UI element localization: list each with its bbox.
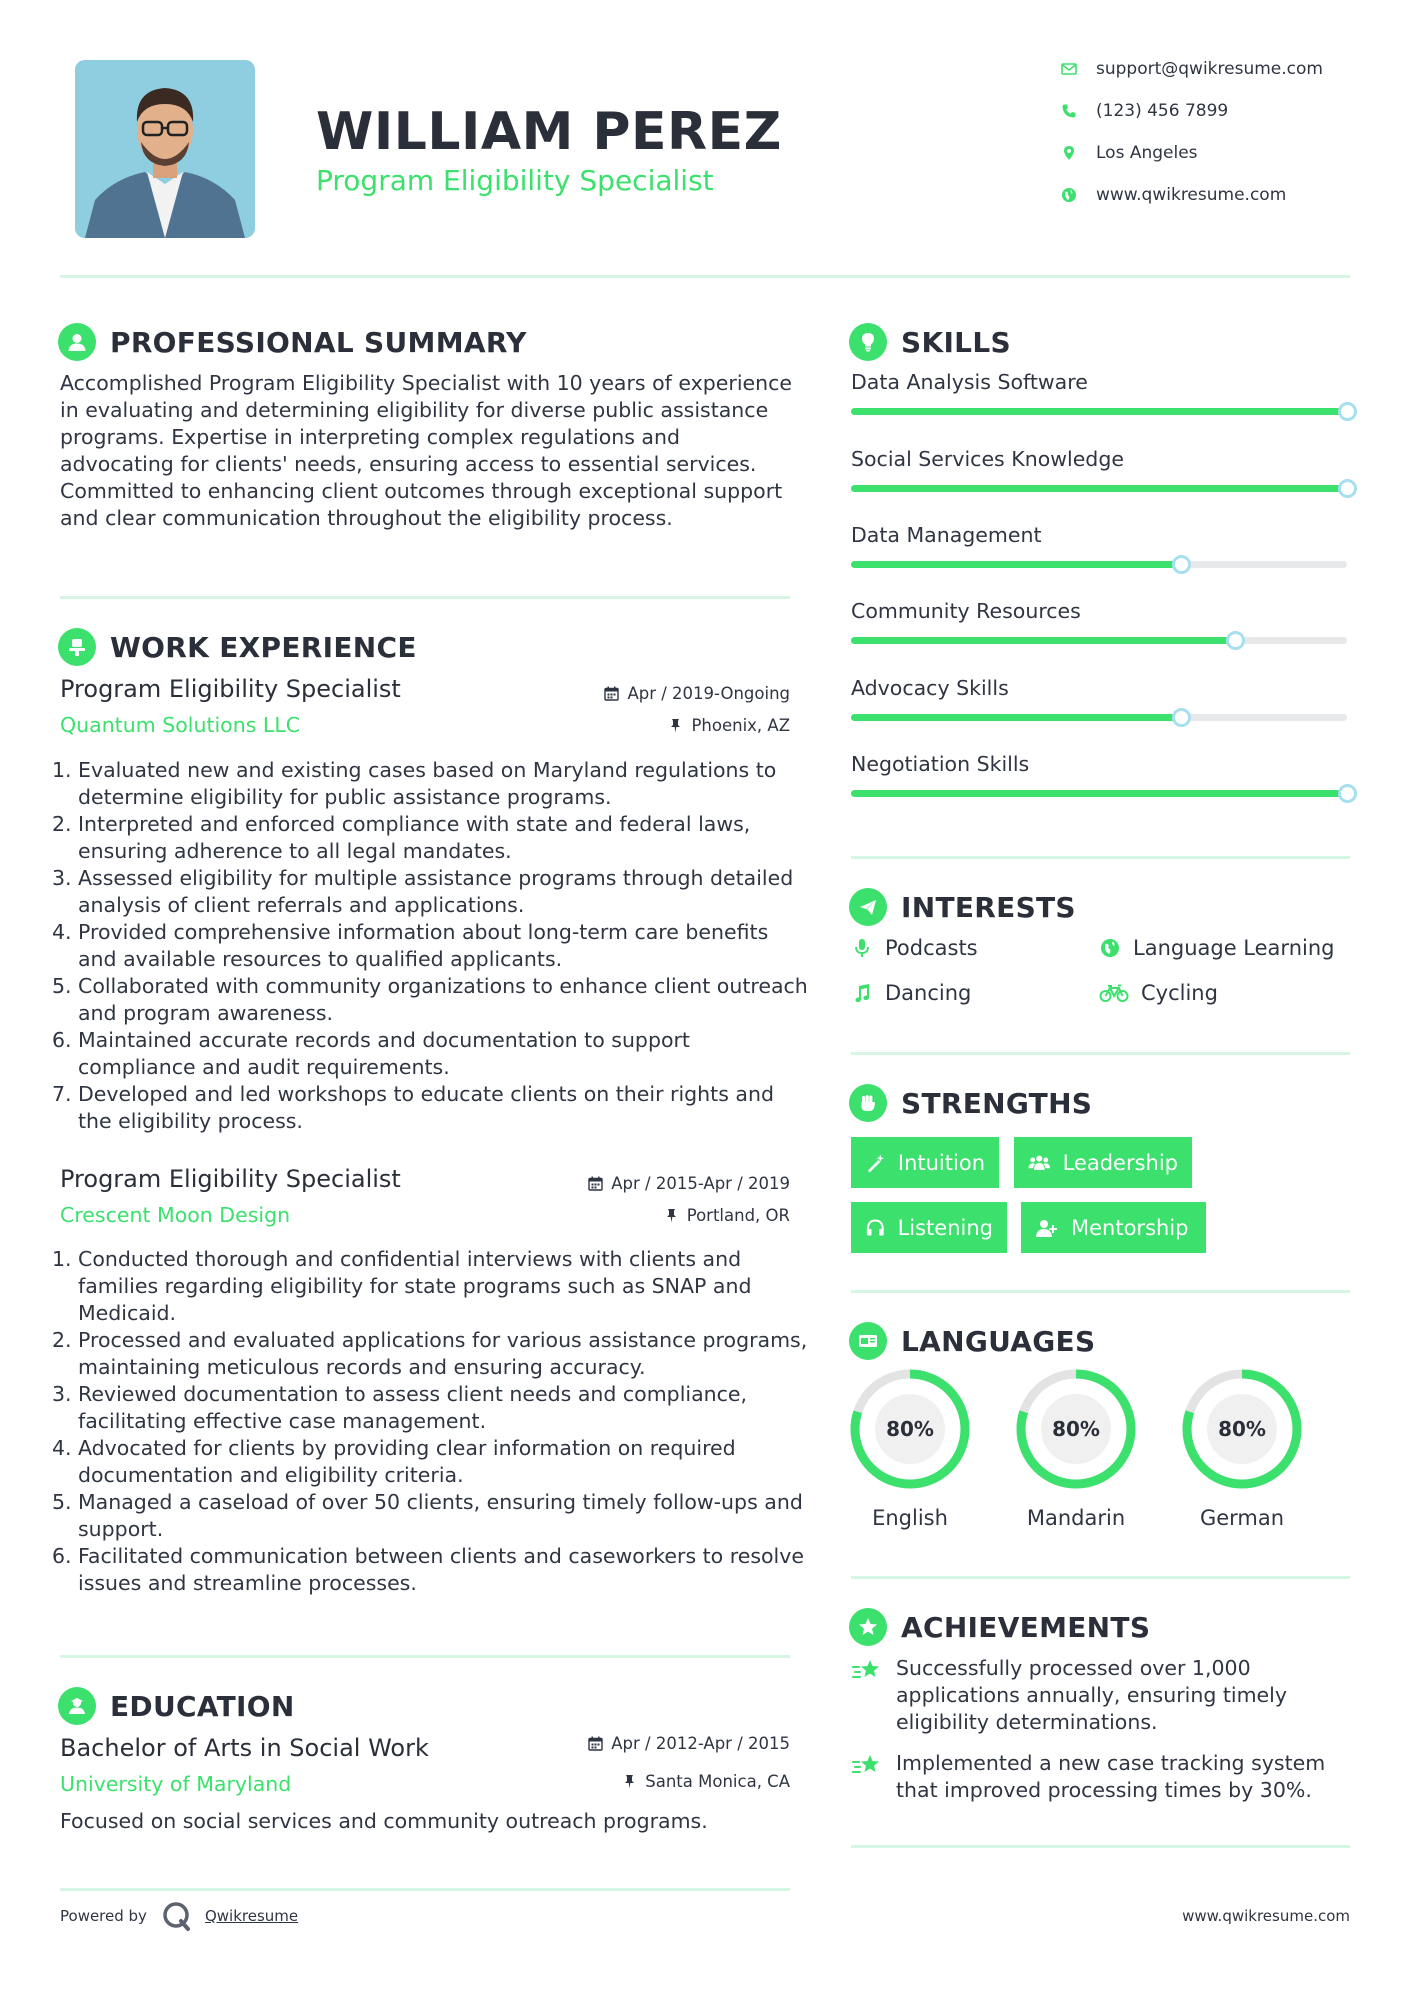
interest-podcasts [851, 936, 978, 960]
skill-bar-knob [1338, 479, 1357, 498]
contact-email[interactable] [1050, 56, 1350, 82]
list-item: 5. Managed a caseload of over 50 clients, ensuring timely follow-ups and support. [52, 1490, 803, 1541]
strength-chip [851, 1137, 999, 1188]
skills-divider [851, 856, 1350, 859]
skill-bar-fill [851, 561, 1181, 568]
job-2-dates-row [480, 1174, 790, 1193]
job-1-location: Phoenix, AZ [691, 716, 790, 735]
achievement-item [851, 1655, 1351, 1736]
language-percent: 80% [1207, 1394, 1277, 1464]
job-1-company: Quantum Solutions LLC [60, 713, 301, 737]
graduation-icon [58, 1687, 96, 1725]
job-2-title: Program Eligibility Specialist [60, 1165, 401, 1193]
degree-title: Bachelor of Arts in Social Work [60, 1734, 429, 1762]
strength-label: Intuition [897, 1150, 985, 1175]
skill-item [851, 447, 1351, 471]
skill-item [851, 370, 1351, 394]
contact-phone[interactable] [1050, 98, 1350, 124]
briefcase-icon [58, 628, 96, 666]
job-2-company: Crescent Moon Design [60, 1203, 291, 1227]
achievement-text: Implemented a new case tracking system that improved processing times by 30%. [896, 1751, 1326, 1802]
profile-photo [75, 60, 255, 238]
phone-icon [1050, 103, 1088, 119]
job-2-bullets [52, 1246, 812, 1597]
contact-location-text: Los Angeles [1096, 143, 1198, 163]
pushpin-icon [664, 1208, 679, 1223]
summary-heading: PROFESSIONAL SUMMARY [110, 325, 527, 359]
education-location-row [480, 1772, 790, 1791]
job-1-title: Program Eligibility Specialist [60, 675, 401, 703]
skill-bar-knob [1226, 631, 1245, 650]
skill-bar-fill [851, 790, 1347, 797]
experience-section-header [58, 627, 417, 667]
skill-bar [851, 714, 1347, 721]
user-plus-icon [1035, 1217, 1059, 1239]
achievement-text: Successfully processed over 1,000 applications annually, ensuring timely eligibility determinations. [896, 1656, 1288, 1734]
language-gauge [1180, 1367, 1304, 1491]
contact-location [1050, 140, 1350, 166]
experience-heading: WORK EXPERIENCE [110, 630, 417, 664]
skill-bar-knob [1338, 784, 1357, 803]
skill-item [851, 752, 1351, 776]
job-2-dates: Apr / 2015-Apr / 2019 [611, 1174, 790, 1193]
achievements-heading: ACHIEVEMENTS [901, 1610, 1151, 1644]
summary-section-header [58, 322, 527, 362]
education-section-header [58, 1686, 295, 1726]
interest-language-learning [1099, 936, 1334, 960]
strengths-heading: STRENGTHS [901, 1086, 1093, 1120]
education-dates: Apr / 2012-Apr / 2015 [611, 1734, 790, 1753]
strength-label: Listening [897, 1215, 993, 1240]
list-item: 1. Evaluated new and existing cases based on Maryland regulations to determine eligibility for public assistance programs. [52, 758, 777, 809]
contact-website-text: www.qwikresume.com [1096, 185, 1287, 205]
list-item: 3. Assessed eligibility for multiple assistance programs through detailed analysis of client referrals and applications. [52, 866, 794, 917]
skill-name: Community Resources [851, 599, 1081, 623]
microphone-icon [851, 937, 873, 959]
achievements-divider [851, 1845, 1350, 1848]
bicycle-icon [1099, 982, 1129, 1004]
skill-name: Social Services Knowledge [851, 447, 1124, 471]
summary-divider [60, 596, 790, 599]
lightbulb-icon [849, 323, 887, 361]
language-name: Mandarin [1026, 1506, 1126, 1530]
strengths-divider [851, 1290, 1350, 1293]
language-name: English [872, 1506, 948, 1530]
pushpin-icon [668, 718, 683, 733]
envelope-icon [1050, 61, 1088, 77]
interest-dancing [851, 981, 971, 1005]
person-portrait-icon [75, 60, 255, 238]
school-name: University of Maryland [60, 1772, 292, 1796]
globe-icon [1099, 937, 1121, 959]
language-gauge [848, 1367, 972, 1491]
user-icon [58, 323, 96, 361]
languages-heading: LANGUAGES [901, 1324, 1096, 1358]
star-badge-icon [849, 1608, 887, 1646]
users-icon [1028, 1152, 1051, 1174]
interests-divider [851, 1052, 1350, 1055]
list-item: 4. Provided comprehensive information about long-term care benefits and available resources to qualified applicants. [52, 920, 769, 971]
headphones-icon [865, 1217, 886, 1239]
skill-bar [851, 485, 1347, 492]
qwikresume-link[interactable]: Qwikresume [204, 1907, 299, 1925]
language-card-icon [849, 1322, 887, 1360]
languages-divider [851, 1576, 1350, 1579]
map-marker-icon [1050, 145, 1088, 161]
list-item: 7. Developed and led workshops to educate clients on their rights and the eligibility process. [52, 1082, 774, 1133]
job-2-location: Portland, OR [686, 1206, 790, 1225]
skill-bar-knob [1338, 402, 1357, 421]
footer-powered-by [60, 1900, 298, 1932]
job-1-location-row [480, 716, 790, 735]
education-dates-row [480, 1734, 790, 1753]
skills-heading: SKILLS [901, 325, 1011, 359]
shooting-star-icon [851, 1658, 883, 1684]
contact-phone-text: (123) 456 7899 [1096, 101, 1229, 121]
skill-name: Data Analysis Software [851, 370, 1088, 394]
interests-heading: INTERESTS [901, 890, 1076, 924]
fist-icon [849, 1084, 887, 1122]
powered-by-label: Powered by [60, 1907, 147, 1925]
footer-website-link[interactable]: www.qwikresume.com [1182, 1907, 1350, 1925]
list-item: 2. Interpreted and enforced compliance with state and federal laws, ensuring adherence to all legal mandates. [52, 812, 751, 863]
skill-bar [851, 637, 1347, 644]
pushpin-icon [622, 1774, 637, 1789]
calendar-icon [588, 1176, 603, 1191]
strength-label: Mentorship [1071, 1215, 1189, 1240]
skill-item [851, 599, 1351, 623]
achievements-section-header [849, 1607, 1150, 1647]
skill-name: Data Management [851, 523, 1042, 547]
interest-label: Cycling [1141, 981, 1218, 1005]
achievement-item [851, 1750, 1351, 1804]
language-percent: 80% [1041, 1394, 1111, 1464]
calendar-icon [588, 1736, 603, 1751]
language-name: German [1199, 1506, 1285, 1530]
list-item: 4. Advocated for clients by providing clear information on required documentation and eligibility criteria. [52, 1436, 736, 1487]
list-item: 6. Maintained accurate records and documentation to support compliance and audit requirements. [52, 1028, 690, 1079]
strength-label: Leadership [1062, 1150, 1178, 1175]
job-1-bullets [52, 757, 812, 1135]
job-2-location-row [480, 1206, 790, 1225]
skill-bar [851, 790, 1347, 797]
interests-section-header [849, 887, 1076, 927]
list-item: 5. Collaborated with community organizations to enhance client outreach and program awareness. [52, 974, 808, 1025]
experience-divider [60, 1655, 790, 1658]
strengths-section-header [849, 1083, 1092, 1123]
education-heading: EDUCATION [110, 1689, 295, 1723]
paper-plane-icon [849, 888, 887, 926]
strength-chip [851, 1202, 1007, 1253]
skill-bar-knob [1172, 555, 1191, 574]
contact-email-text: support@qwikresume.com [1096, 59, 1323, 79]
language-percent: 80% [875, 1394, 945, 1464]
music-note-icon [851, 982, 873, 1004]
header-divider [60, 275, 1350, 278]
job-1-dates: Apr / 2019-Ongoing [627, 684, 790, 703]
skill-item [851, 523, 1351, 547]
qwikresume-logo-icon [161, 1900, 193, 1932]
shooting-star-icon [851, 1753, 883, 1779]
magic-wand-icon [865, 1152, 886, 1174]
interest-cycling [1099, 981, 1218, 1005]
skills-section-header [849, 322, 1011, 362]
list-item: 3. Reviewed documentation to assess client needs and compliance, facilitating effective case management. [52, 1382, 748, 1433]
skill-bar-fill [851, 408, 1347, 415]
skill-name: Negotiation Skills [851, 752, 1030, 776]
list-item: 1. Conducted thorough and confidential interviews with clients and families regarding eligibility for state programs such as SNAP and Medicaid. [52, 1247, 752, 1325]
list-item: 6. Facilitated communication between clients and caseworkers to resolve issues and streamline processes. [52, 1544, 804, 1595]
candidate-title: Program Eligibility Specialist [316, 164, 714, 197]
globe-icon [1050, 187, 1088, 203]
summary-text: Accomplished Program Eligibility Specialist with 10 years of experience in evaluating and determining eligibility for diverse public assistance programs. Expertise in interpreting complex regulations and advocating for clients' needs, ensuring access to essential services. Committed to enhancing client outcomes through exceptional support and clear communication throughout the eligibility process. [60, 371, 793, 530]
education-description: Focused on social services and community outreach programs. [60, 1809, 708, 1833]
skill-bar [851, 561, 1347, 568]
contact-website[interactable] [1050, 182, 1350, 208]
skill-bar-fill [851, 485, 1347, 492]
candidate-name: WILLIAM PEREZ [316, 102, 782, 162]
strength-chip [1014, 1137, 1192, 1188]
skill-item [851, 676, 1351, 700]
languages-section-header [849, 1321, 1095, 1361]
interest-label: Language Learning [1133, 936, 1335, 960]
language-gauge [1014, 1367, 1138, 1491]
interest-label: Podcasts [885, 936, 978, 960]
skill-bar-knob [1172, 708, 1191, 727]
footer-divider [60, 1888, 790, 1891]
education-location: Santa Monica, CA [645, 1772, 790, 1791]
calendar-icon [604, 686, 619, 701]
skill-bar [851, 408, 1347, 415]
skill-bar-fill [851, 637, 1235, 644]
skill-name: Advocacy Skills [851, 676, 1009, 700]
interest-label: Dancing [885, 981, 972, 1005]
list-item: 2. Processed and evaluated applications for various assistance programs, maintaining meticulous records and ensuring accuracy. [52, 1328, 808, 1379]
job-1-dates-row [480, 684, 790, 703]
skill-bar-fill [851, 714, 1181, 721]
strength-chip [1021, 1202, 1206, 1253]
